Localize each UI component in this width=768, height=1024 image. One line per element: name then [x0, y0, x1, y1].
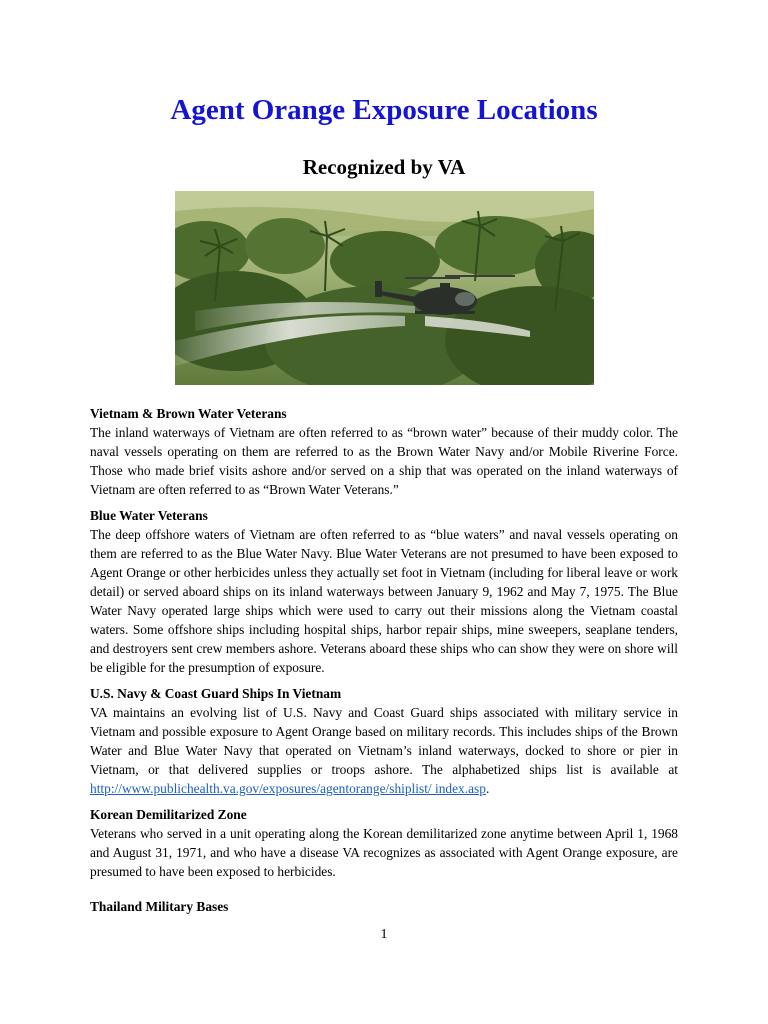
ships-list-link[interactable]: http://www.publichealth.va.gov/exposures/agentorange/shiplist/ index.asp	[90, 781, 486, 796]
page-title: Agent Orange Exposure Locations	[170, 94, 598, 126]
page-subtitle: Recognized by VA	[302, 155, 466, 179]
paragraph-text: VA maintains an evolving list of U.S. Navy and Coast Guard ships associated with military service in Vietnam and possible exposure to Agent Orange based on military records. This includes ships of the Brown Water and Blue Water Navy that operated on Vietnam’s inland waterways, docked to shore or pier in Vietnam, or that delivered supplies or troops ashore. The alphabetized ships list is available at	[90, 705, 678, 777]
page-number: 1	[380, 927, 388, 942]
section-heading: Vietnam & Brown Water Veterans	[90, 406, 287, 421]
section-heading: Blue Water Veterans	[90, 508, 208, 523]
section-blue-water	[90, 506, 678, 677]
section-heading: U.S. Navy & Coast Guard Ships In Vietnam	[90, 686, 342, 701]
helicopter-spraying-photo	[175, 191, 594, 385]
paragraph-end: .	[485, 781, 490, 796]
document-body	[90, 404, 678, 923]
section-paragraph: Veterans who served in a unit operating along the Korean demilitarized zone anytime between April 1, 1968 and August 31, 1971, and who have a disease VA recognizes as associated with Agent Orange exposure, are presumed to have been exposed to herbicides.	[90, 826, 678, 879]
section-ships-list	[90, 684, 678, 798]
section-paragraph: The deep offshore waters of Vietnam are often referred to as “blue waters” and naval vessels operating on them are referred to as the Blue Water Navy. Blue Water Veterans are not presumed to have been exposed to Agent Orange or other herbicides unless they actually set foot in Vietnam (including for liberal leave or work detail) or served aboard ships on its inland waterways between January 9, 1962 and May 7, 1975. The Blue Water Navy operated large ships which were used to carry out their missions along the Vietnam coastal waters. Some offshore ships including hospital ships, harbor repair ships, mine sweepers, seaplane tenders, and destroyers sent crew members ashore. Veterans aboard these ships who can show they were on shore will be eligible for the presumption of exposure.	[90, 527, 678, 675]
section-heading: Thailand Military Bases	[90, 899, 229, 914]
section-brown-water	[90, 404, 678, 499]
section-heading: Korean Demilitarized Zone	[90, 807, 247, 822]
section-thailand	[90, 897, 678, 916]
section-korean-dmz	[90, 805, 678, 881]
section-paragraph: The inland waterways of Vietnam are often referred to as “brown water” because of their muddy color. The naval vessels operating on them are referred to as the Brown Water Navy and/or Mobile Riverine Force. Those who made brief visits ashore and/or served on a ship that was operated on the inland waterways of Vietnam are often referred to as “Brown Water Veterans.”	[90, 425, 678, 497]
section-paragraph	[90, 703, 678, 798]
